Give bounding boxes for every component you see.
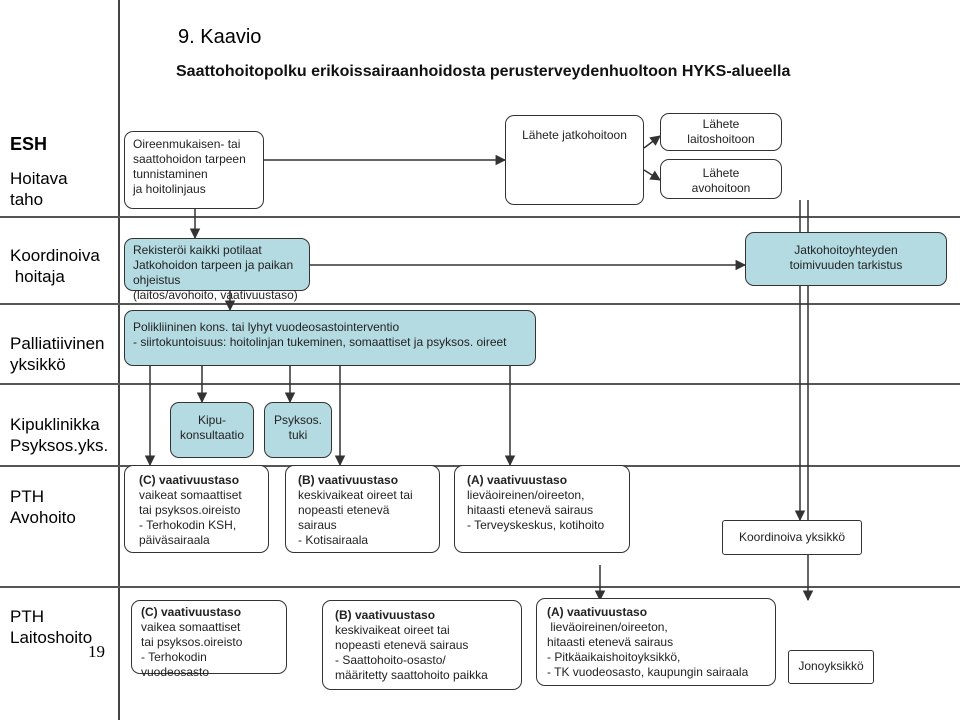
box-pain-consultation [170, 402, 254, 458]
box-line: - Pitkäaikaishoitoyksikkö, [547, 650, 681, 664]
box-outpatient-level-a [454, 465, 630, 553]
lane-subtitle: Avohoito [10, 508, 76, 527]
arrow [644, 170, 660, 180]
box-line: Lähete [702, 166, 740, 180]
box-line: Polikliininen kons. tai lyhyt vuodeosastointerventio [133, 320, 400, 334]
box-line: tuki [288, 428, 308, 442]
box-line: päiväsairaala [139, 533, 210, 547]
box-line: ja hoitolinjaus [133, 182, 206, 196]
box-coordinating-unit [722, 520, 862, 555]
box-line: avohoitoon [691, 181, 751, 195]
box-institutional-level-b [322, 600, 522, 690]
box-line: vaikeat somaattiset [139, 488, 242, 502]
box-line: Jatkohoitoyhteyden [794, 243, 898, 257]
box-line: lievä​oireinen/oireeton, [467, 488, 585, 502]
box-referral-outpatient [660, 159, 782, 199]
box-line: tai psyksos.oireisto [139, 503, 241, 517]
box-line: - Terhokodin vuodeosasto [141, 650, 210, 679]
box-line: - Terveyskeskus, kotihoito [467, 518, 605, 532]
box-line: - Terhokodin KSH, [139, 518, 237, 532]
box-line: laitoshoitoon [687, 132, 755, 146]
box-line: nopeasti etenevä [298, 503, 390, 517]
lane-subtitle: Palliatiivinen [10, 334, 105, 353]
box-outpatient-level-b [285, 465, 440, 553]
page-number: 19 [88, 642, 105, 661]
box-line: saattohoidon tarpeen [133, 152, 246, 166]
box-line: - TK vuodeosasto, kaupungin sairaala [547, 665, 749, 679]
box-line: Rekisteröi kaikki potilaat [133, 243, 262, 257]
box-queue-unit [788, 650, 874, 684]
lane-title: PTH [10, 607, 44, 626]
lane-title: PTH [10, 487, 44, 506]
figure-number-title: 9. Kaavio [178, 26, 262, 48]
box-line: sairaus [298, 518, 337, 532]
lane-subtitle: Koordinoiva [10, 246, 100, 265]
level-heading: (C) vaativuustaso [141, 605, 242, 619]
box-line: Lähete [702, 117, 740, 131]
lane-subtitle: Kipuklinikka [10, 415, 100, 434]
box-line: (laitos/avohoito, vaativuustaso) [133, 288, 298, 302]
box-line: Oireenmukaisen- tai [133, 137, 241, 151]
box-line: hitaasti etenevä sairaus [547, 635, 674, 649]
box-psychosocial-support [264, 402, 332, 458]
box-line: vaikea somaattiset [141, 620, 241, 634]
level-heading: (B) vaativuustaso [298, 473, 399, 487]
box-institutional-level-c [131, 600, 287, 679]
box-line: Koordinoiva yksikkö [738, 530, 846, 544]
level-heading: (A) vaativuustaso [547, 605, 648, 619]
lane-subtitle: Laitoshoito [10, 628, 93, 647]
box-line: konsultaatio [179, 428, 245, 442]
box-line: toimivuuden tarkistus [789, 258, 903, 272]
figure-subtitle: Saattohoitopolku erikoissairaanhoidosta perusterveydenhuoltoon HYKS-alueella [176, 63, 791, 80]
box-line: tunnistaminen [133, 167, 208, 181]
box-outpatient-level-c [124, 465, 269, 553]
lane-subtitle: Hoitava [10, 169, 68, 188]
box-line: Kipu- [197, 413, 226, 427]
lane-subtitle: Psyksos.yks. [10, 436, 109, 455]
box-palliative-consultation [124, 310, 536, 366]
box-line: Jonoyksikkö [798, 659, 864, 673]
box-referral-follow-up [505, 115, 644, 205]
lane-subtitle: taho [10, 190, 44, 209]
lane-subtitle: yksikkö [10, 355, 66, 374]
box-line: keskivaikeat oireet tai [298, 488, 413, 502]
box-referral-institutional [660, 113, 782, 151]
box-esh-assessment [124, 131, 264, 209]
box-line: - Saattohoito-osasto/ [335, 653, 446, 667]
box-register-patients [124, 238, 310, 302]
level-heading: (C) vaativuustaso [139, 473, 240, 487]
box-line: - siirtokuntoisuus: hoitolinjan tukeminen, somaattiset ja psyksos. oireet [133, 335, 507, 349]
box-line: nopeasti etenevä sairaus [335, 638, 469, 652]
box-follow-up-check [745, 232, 947, 286]
level-heading: (B) vaativuustaso [335, 608, 436, 622]
box-line: Jatkohoidon tarpeen ja paikan ohjeistus [133, 258, 294, 287]
box-line: tai psyksos.oireisto [141, 635, 243, 649]
box-line: hitaasti etenevä sairaus [467, 503, 594, 517]
box-line: lieväoireinen/oireeton, [547, 620, 668, 634]
box-line: - Kotisairaala [298, 533, 369, 547]
box-line: määritetty saattohoito paikka [335, 668, 488, 682]
lane-title: ESH [10, 134, 48, 154]
level-heading: (A) vaativuustaso [467, 473, 568, 487]
box-line: Psyksos. [273, 413, 322, 427]
box-line: keskivaikeat oireet tai [335, 623, 450, 637]
lane-subtitle: hoitaja [10, 267, 65, 286]
box-institutional-level-a [536, 598, 776, 686]
arrow [644, 136, 660, 148]
box-line: Lähete jatkohoitoon [522, 128, 627, 142]
